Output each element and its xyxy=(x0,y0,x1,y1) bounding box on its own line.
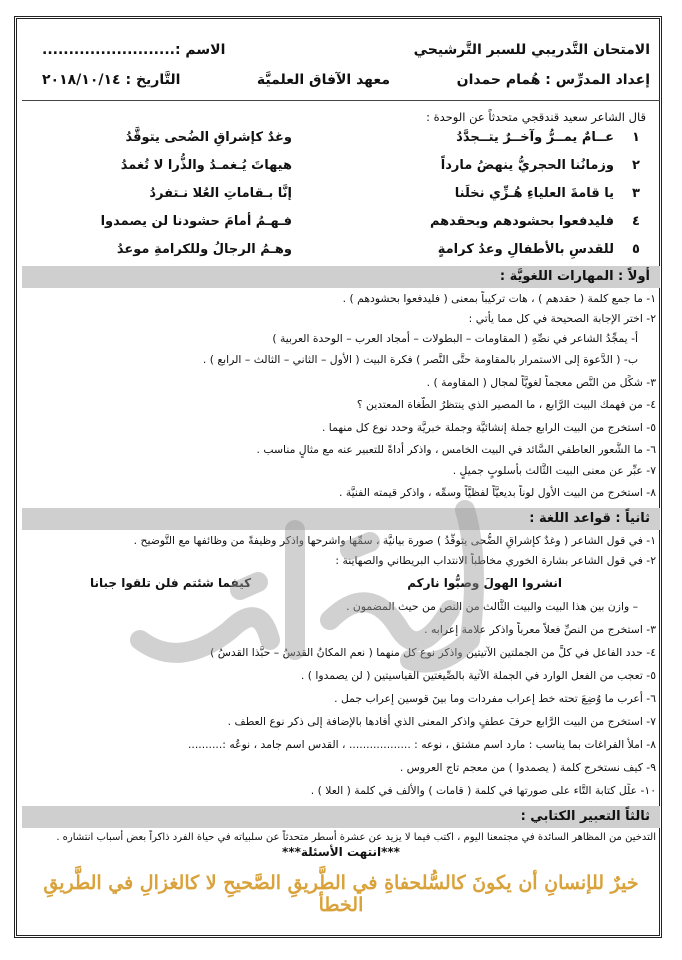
quoted-verse xyxy=(90,576,562,594)
verse-number: ٢ xyxy=(632,158,640,173)
verse-sadr: يا قامةَ العلياءِ هُـزِّي نخلَنا xyxy=(454,186,614,201)
name-field: الاسم :......................... xyxy=(42,42,226,58)
exam-date: التَّاريخ : ٢٠١٨/١٠/١٤ xyxy=(42,72,181,88)
exam-title: الامتحان التَّدريبي للسبر التَّرشيحي xyxy=(413,42,650,58)
verse-sadr: وزمانُنا الحجريُّ ينهضُ مارداً xyxy=(440,158,614,173)
question-line: ١- ما جمع كلمة ( حقدهم ) ، هات تركيباً بمعنى ( فليدفعوا بحشودهم ) . xyxy=(342,292,656,305)
verse-sadr: للقدسِ بالأطفالِ وعدُ كرامةٍ xyxy=(437,242,614,257)
question-line: ٥- تعجب من الفعل الوارد في الجملة الآتية بالصِّيغتين القياسيتين ( لن يصمدوا ) . xyxy=(300,669,656,682)
question-line: ٧- استخرج من البيت الرَّابع حرفَ عطفٍ واذكر المعنى الذي أفادها بالإضافة إلى ذكر نوع العطف . xyxy=(227,715,656,728)
question-line: ٧- عبِّر عن معنى البيت الثَّالث بأسلوبٍ جميلٍ . xyxy=(452,464,656,477)
question-line: ٥- استخرج من البيت الرابع جملة إنشائيَّة وجملة خبريَّة وحدد نوع كل منهما . xyxy=(321,421,656,434)
poem-verse xyxy=(22,186,660,214)
section-header-grammar: ثانياً : قواعد اللغة : xyxy=(22,508,660,530)
question-line: ٩- كيف نستخرج كلمة ( يصمدوا ) من معجم تاج العروس . xyxy=(399,761,656,774)
poem-intro: قال الشاعر سعيد قندقجي متحدثاً عن الوحدة : xyxy=(426,110,646,124)
question-line: ب- ( الدَّعوة إلى الاستمرار بالمقاومة حتَّى النَّصر ) فكرة البيت ( الأول – الثاني – الثالث – الرابع ) . xyxy=(202,353,638,366)
verse-sadr: فليدفعوا بحشودهم وبحقدهم xyxy=(429,214,614,229)
question-line: ٨- استخرج من البيت الأول لوناً بديعيَّاً لفظيَّاً وسمِّه ، واذكر قيمته الفنيَّة . xyxy=(339,486,656,499)
section-header-language-skills: أولاً : المهارات اللغويَّة : xyxy=(22,266,660,288)
verse-ajz: فـهـمُ أمامَ حشودنا لن يصمدوا xyxy=(100,214,292,229)
quoted-verse-ajz: كيفما شئتم فلن تلقوا جبانا xyxy=(90,576,252,590)
section-header-writing: ثالثاً التعبير الكتابي : xyxy=(22,806,660,828)
verse-sadr: عــامٌ يمــرُّ وآخــرٌ يتــجدَّدُ xyxy=(456,130,614,145)
question-line: ٣- شكِّل من النَّص معجماً لغويَّاً لمجال ( المقاومة ) . xyxy=(426,376,656,389)
question-line: ٢- اختر الإجابة الصحيحة في كل مما يأتي : xyxy=(468,312,656,325)
verse-ajz: هيهاتَ يُـغمـدُ والذُّرا لا تُغمدُ xyxy=(120,158,292,173)
question-line: ٦- ما الشُّعور العاطفي السَّائد في البيت الخامس ، واذكر أداةً للتعبير عنه مع مثالٍ مناسب . xyxy=(256,443,656,456)
question-line: أ- يمجِّدُ الشاعر في نصِّهِ ( المقاومات – البطولات – أمجاد العرب – الوحدة العربية ) xyxy=(272,332,638,345)
closing-proverb: خيرٌ للإنسانِ أن يكونَ كالسُّلحفاةِ في الطَّريقِ الصَّحيحِ لا كالغزالِ في الطَّريقِ الخطأ xyxy=(43,872,639,916)
question-line: ٤- حدد الفاعل في كلٍّ من الجملتين الآتيتين واذكر نوع كل منهما ( نعم المكانُ القدسُ – حبَّذا القدسُ ) xyxy=(210,646,656,659)
question-line: ١٠- علِّل كتابة التَّاء على صورتها في كلمة ( قامات ) والألف في كلمة ( العلا ) . xyxy=(310,784,656,797)
poem-verse xyxy=(22,158,660,186)
header-divider xyxy=(22,100,660,101)
question-line: ٨- املأ الفراغات بما يناسب : مارد اسم مشتق ، نوعه : .................. ، القدس اسم جامد ، نوعُه :.......... xyxy=(187,738,656,751)
verse-ajz: وغدٌ كإشراقِ الضُحى يتوقَّدُ xyxy=(125,130,292,145)
poem-verse xyxy=(22,214,660,242)
teacher-name: إعداد المدرِّس : هُمام حمدان xyxy=(456,72,650,88)
verse-number: ٥ xyxy=(632,242,640,257)
verse-number: ٤ xyxy=(632,214,640,229)
verse-ajz: وهـمُ الرجالُ وللكرامةِ موعدُ xyxy=(116,242,292,257)
question-line: ٢- في قول الشاعر بشارة الخوري مخاطباً الانتداب البريطاني والصهاينة : xyxy=(335,554,656,567)
question-line: ٤- من فهمك البيت الرَّابع ، ما المصير الذي ينتظرُ الطُّغاة المعتدين ؟ xyxy=(356,398,656,411)
verse-number: ٣ xyxy=(632,186,640,201)
quoted-verse-sadr: انشروا الهولَ وصبُّوا ناركم xyxy=(407,576,562,590)
poem-verse xyxy=(22,130,660,158)
question-line: – وازن بين هذا البيت والبيت الثَّالث من النص من حيث المضمون . xyxy=(346,600,638,613)
verse-ajz: إنَّا بـقاماتِ العُلا نـتفردُ xyxy=(149,186,292,201)
institute-name: معهد الآفاق العلميَّة xyxy=(256,72,390,88)
question-line: ٣- استخرج من النصِّ فعلاً معرباً واذكر علامة إعرابه . xyxy=(424,623,656,636)
question-line: ١- في قول الشاعر ( وغدٌ كإشراقِ الضُّحى يتوقَّدُ ) صورة بيانيَّة ، سمِّها واشرحها واذكر وظيفةً من وظائفها مع التَّوضيح . xyxy=(133,534,656,547)
writing-prompt: التدخين من المظاهر السائدة في مجتمعنا اليوم ، اكتب فيما لا يزيد عن عشرة أسطر متحدثاً عن سلبياته في حياة الفرد ذاكراً بعض أسباب انتشاره . xyxy=(56,832,656,843)
verse-number: ١ xyxy=(632,130,640,145)
question-line: ٦- أعرب ما وُضِعَ تحته خط إعراب مفردات وما بينَ قوسين إعراب جمل . xyxy=(334,692,656,705)
end-of-questions: ***انتهت الأسئلة*** xyxy=(282,845,400,859)
